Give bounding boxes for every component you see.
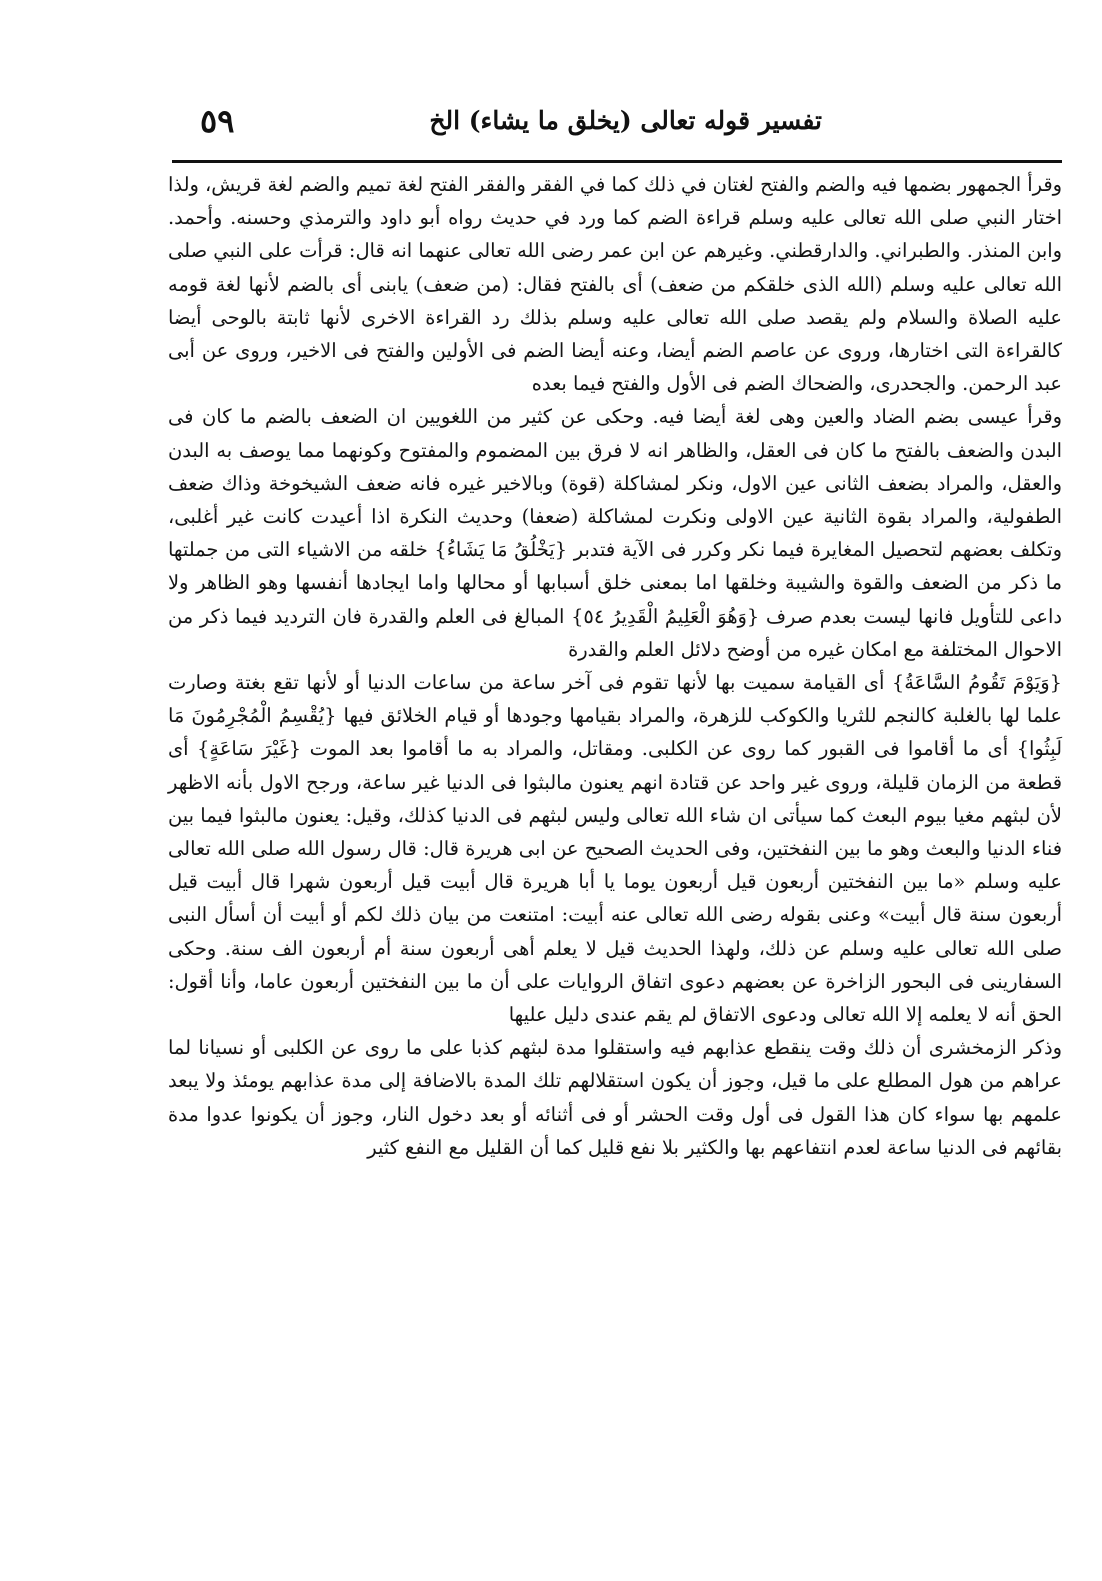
running-title: تفسير قوله تعالى (يخلق ما يشاء) الخ <box>429 106 822 135</box>
paragraph: وقرأ الجمهور بضمها فيه والضم والفتح لغتان في ذلك كما في الفقر والفقر الفتح لغة تميم والضم لغة قريش، ولذا اختار النبي صلى الله تعالى عليه وسلم قراءة الضم كما ورد في حديث رواه أبو داود والترمذي وحسنه. وأحمد. وابن المنذر. والطبراني. والدارقطني. وغيرهم عن ابن عمر رضى الله تعالى عنهما انه قال: قرأت على النبي صلى الله تعالى عليه وسلم (الله الذى خلقكم من ضعف) أى بالفتح فقال: (من ضعف) يابنى أى بالضم لأنها لغة قومه عليه الصلاة والسلام ولم يقصد صلى الله تعالى عليه وسلم بذلك رد القراءة الاخرى لأنها ثابتة بالوحى أيضا كالقراءة التى اختارها، وروى عن عاصم الضم أيضا، وعنه أيضا الضم فى الأولين والفتح فى الاخير، وروى عن أبى عبد الرحمن. والجحدرى، والضحاك الضم فى الأول والفتح فيما بعده <box>168 173 1062 396</box>
main-text <box>168 168 1062 1164</box>
paragraph: وقرأ عيسى بضم الضاد والعين وهى لغة أيضا فيه. وحكى عن كثير من اللغويين ان الضعف بالضم ما كان فى البدن والضعف بالفتح ما كان فى العقل، والظاهر انه لا فرق بين المضموم والمفتوح وكونهما مما يوصف به البدن والعقل، والمراد بضعف الثانى عين الاول، ونكر لمشاكلة (قوة) وبالاخير غيره فانه ضعف الشيخوخة وذاك ضعف الطفولية، والمراد بقوة الثانية عين الاولى ونكرت لمشاكلة (ضعفا) وحديث النكرة اذا أعيدت كانت غير أغلبى، وتكلف بعضهم لتحصيل المغايرة فيما نكر وكرر فى الآية فتدبر {يَخْلُقُ مَا يَشَاءُ} خلقه من الاشياء التى من جملتها ما ذكر من الضعف والقوة والشيبة وخلقها اما بمعنى خلق أسبابها أو محالها واما ايجادها أنفسها وهو الظاهر ولا داعى للتأويل فانها ليست بعدم صرف {وَهُوَ الْعَلِيمُ الْقَدِيرُ ٥٤} المبالغ فى العلم والقدرة فان الترديد فيما ذكر من الاحوال المختلفة مع امكان غيره من أوضح دلائل العلم والقدرة <box>168 405 1062 661</box>
running-header <box>170 100 1062 150</box>
page-number: ٥٩ <box>200 102 235 140</box>
header-rule <box>172 160 1062 163</box>
paragraph: وذكر الزمخشرى أن ذلك وقت ينقطع عذابهم فيه واستقلوا مدة لبثهم كذبا على ما روى عن الكلبى أو نسيانا لما عراهم من هول المطلع على ما قيل، وجوز أن يكون استقلالهم تلك المدة بالاضافة إلى مدة عذابهم يومئذ ولا يبعد علمهم بها سواء كان هذا القول فى أول وقت الحشر أو فى أثنائه أو بعد دخول النار، وجوز أن يكونوا عدوا مدة بقائهم فى الدنيا ساعة لعدم انتفاعهم بها والكثير بلا نفع قليل كما أن القليل مع النفع كثير <box>168 1036 1062 1159</box>
paragraph: {وَيَوْمَ تَقُومُ السَّاعَةُ} أى القيامة سميت بها لأنها تقوم فى آخر ساعة من ساعات الدنيا أو لأنها تقع بغتة وصارت علما لها بالغلبة كالنجم للثريا والكوكب للزهرة، والمراد بقيامها وجودها أو قيام الخلائق فيها {يُقْسِمُ الْمُجْرِمُونَ مَا لَبِثُوا} أى ما أقاموا فى القبور كما روى عن الكلبى. ومقاتل، والمراد به ما أقاموا بعد الموت {غَيْرَ سَاعَةٍ} أى قطعة من الزمان قليلة، وروى غير واحد عن قتادة انهم يعنون مالبثوا فى الدنيا غير ساعة، ورجح الاول بأنه الاظهر لأن لبثهم مغيا بيوم البعث كما سيأتى ان شاء الله تعالى وليس لبثهم فى الدنيا كذلك، وقيل: يعنون مالبثوا فيما بين فناء الدنيا والبعث وهو ما بين النفختين، وفى الحديث الصحيح عن ابى هريرة قال: قال رسول الله صلى الله تعالى عليه وسلم «ما بين النفختين أربعون قيل أربعون يوما يا أبا هريرة قال أبيت قيل أربعون شهرا قال أبيت قيل أربعون سنة قال أبيت» وعنى بقوله رضى الله تعالى عنه أبيت: امتنعت من بيان ذلك لكم أو أبيت أن أسأل النبى صلى الله تعالى عليه وسلم عن ذلك، ولهذا الحديث قيل لا يعلم أهى أربعون سنة أم أربعون الف سنة. وحكى السفارينى فى البحور الزاخرة عن بعضهم دعوى اتفاق الروايات على أن ما بين النفختين أربعون عاما، وأنا أقول: الحق أنه لا يعلمه إلا الله تعالى ودعوى الاتفاق لم يقم عندى دليل عليها <box>168 671 1062 1027</box>
